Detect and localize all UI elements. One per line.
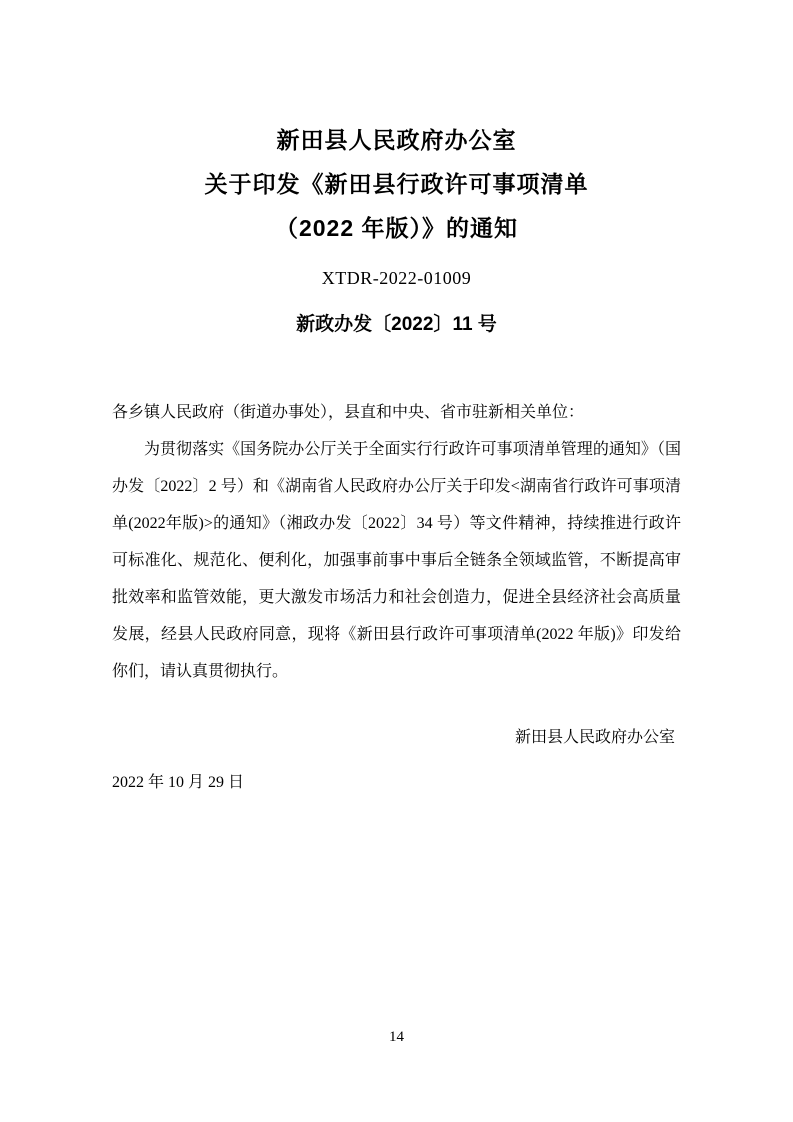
document-title: [112, 118, 681, 250]
signature-line: 新田县人民政府办公室: [514, 729, 675, 746]
document-title-line2: 关于印发《新田县行政许可事项清单: [204, 171, 589, 197]
document-issue-number: 新政办发〔2022〕11 号: [296, 314, 497, 335]
document-body: [112, 394, 681, 690]
body-paragraph: 为贯彻落实《国务院办公厅关于全面实行行政许可事项清单管理的通知》（国办发〔2022〕2 号）和《湖南省人民政府办公厅关于印发<湖南省行政许可事项清单(2022年版)>的通知》（湘政办发〔2022〕34 号）等文件精神，持续推进行政许可标准化、规范化、便利化，加强事前事中事后全链条全领域监管，不断提高审批效率和监管效能，更大激发市场活力和社会创造力，促进全县经济社会高质量发展，经县人民政府同意，现将《新田县行政许可事项清单(2022 年版)》印发给你们，请认真贯彻执行。: [112, 441, 681, 680]
recipients-line: 各乡镇人民政府（街道办事处），县直和中央、省市驻新相关单位：: [112, 404, 585, 421]
document-title-line1: 新田县人民政府办公室: [276, 127, 517, 153]
document-title-line3: （2022 年版）》的通知: [274, 215, 519, 241]
document-reference-id: XTDR-2022-01009: [321, 268, 472, 288]
page-number: 14: [389, 1029, 404, 1045]
date-line: 2022 年 10 月 29 日: [112, 774, 245, 791]
